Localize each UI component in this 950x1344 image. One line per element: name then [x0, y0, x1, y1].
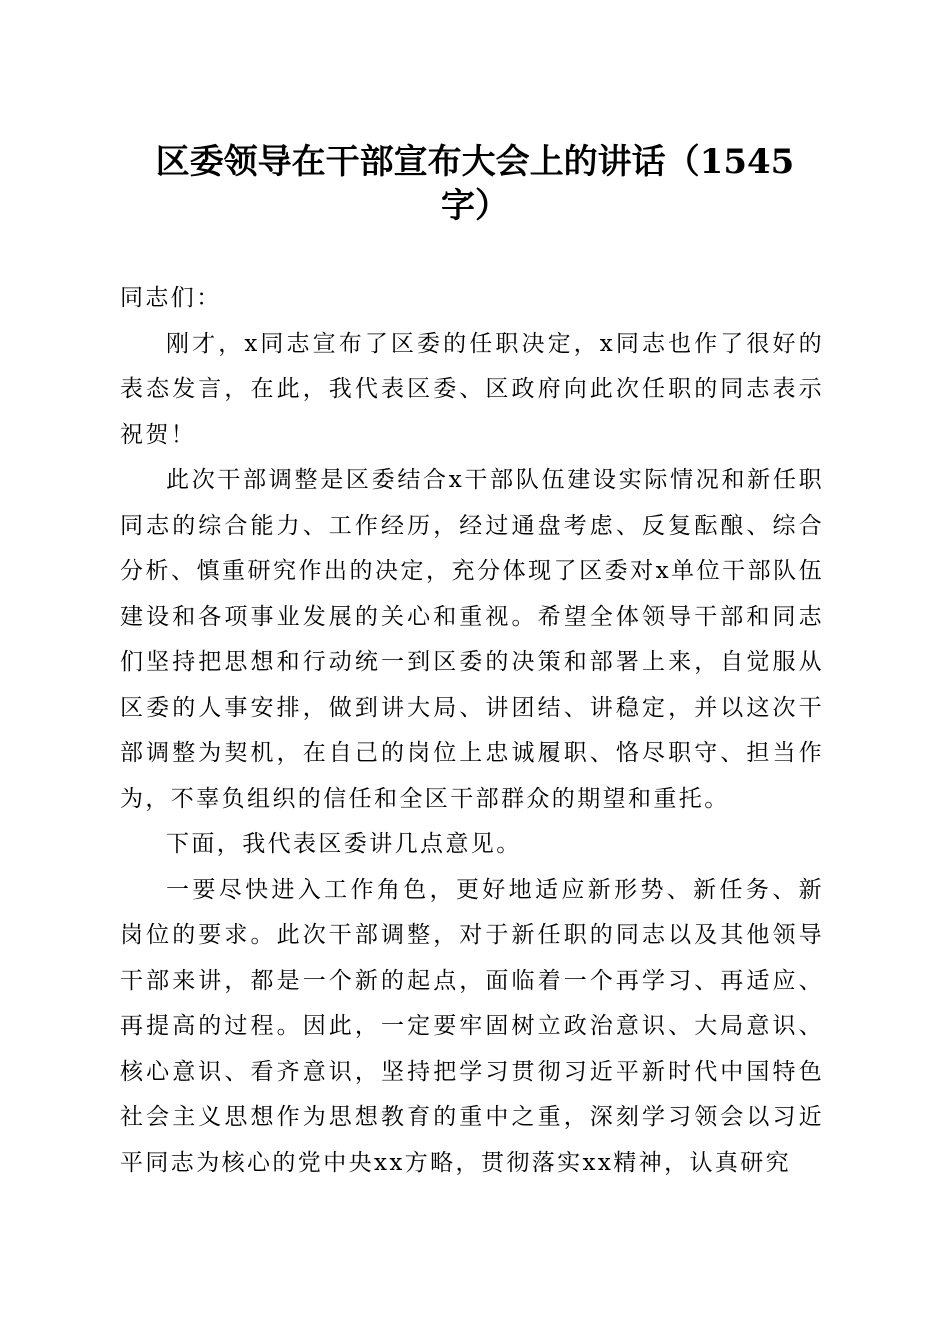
title-line-1: 区委领导在干部宣布大会上的讲话（1545: [155, 142, 795, 182]
paragraph-point-one: 一要尽快进入工作角色，更好地适应新形势、新任务、新岗位的要求。此次干部调整，对于新任职的同志以及其他领导干部来讲，都是一个新的起点，面临着一个再学习、再适应、再提高的过程。因此，一定要牢固树立政治意识、大局意识、核心意识、看齐意识，坚持把学习贯彻习近平新时代中国特色社会主义思想作为思想教育的重中之重，深刻学习领会以习近平同志为核心的党中央xx方略，贯彻落实xx精神，认真研究: [120, 876, 824, 1176]
salutation: 同志们：: [120, 285, 222, 311]
document-body: [120, 276, 824, 1186]
paragraph-opinions-intro: 下面，我代表区委讲几点意见。: [166, 831, 522, 857]
paragraph-congratulations: 刚才，x同志宣布了区委的任职决定，x同志也作了很好的表态发言，在此，我代表区委、区政府向此次任职的同志表示祝贺！: [120, 330, 824, 448]
document-title: [140, 140, 810, 228]
title-line-2: 字）: [441, 186, 509, 226]
paragraph-adjustment-decision: 此次干部调整是区委结合x干部队伍建设实际情况和新任职同志的综合能力、工作经历，经过通盘考虑、反复酝酿、综合分析、慎重研究作出的决定，充分体现了区委对x单位干部队伍建设和各项事业发展的关心和重视。希望全体领导干部和同志们坚持把思想和行动统一到区委的决策和部署上来，自觉服从区委的人事安排，做到讲大局、讲团结、讲稳定，并以这次干部调整为契机，在自己的岗位上忠诚履职、恪尽职守、担当作为，不辜负组织的信任和全区干部群众的期望和重托。: [120, 467, 824, 812]
